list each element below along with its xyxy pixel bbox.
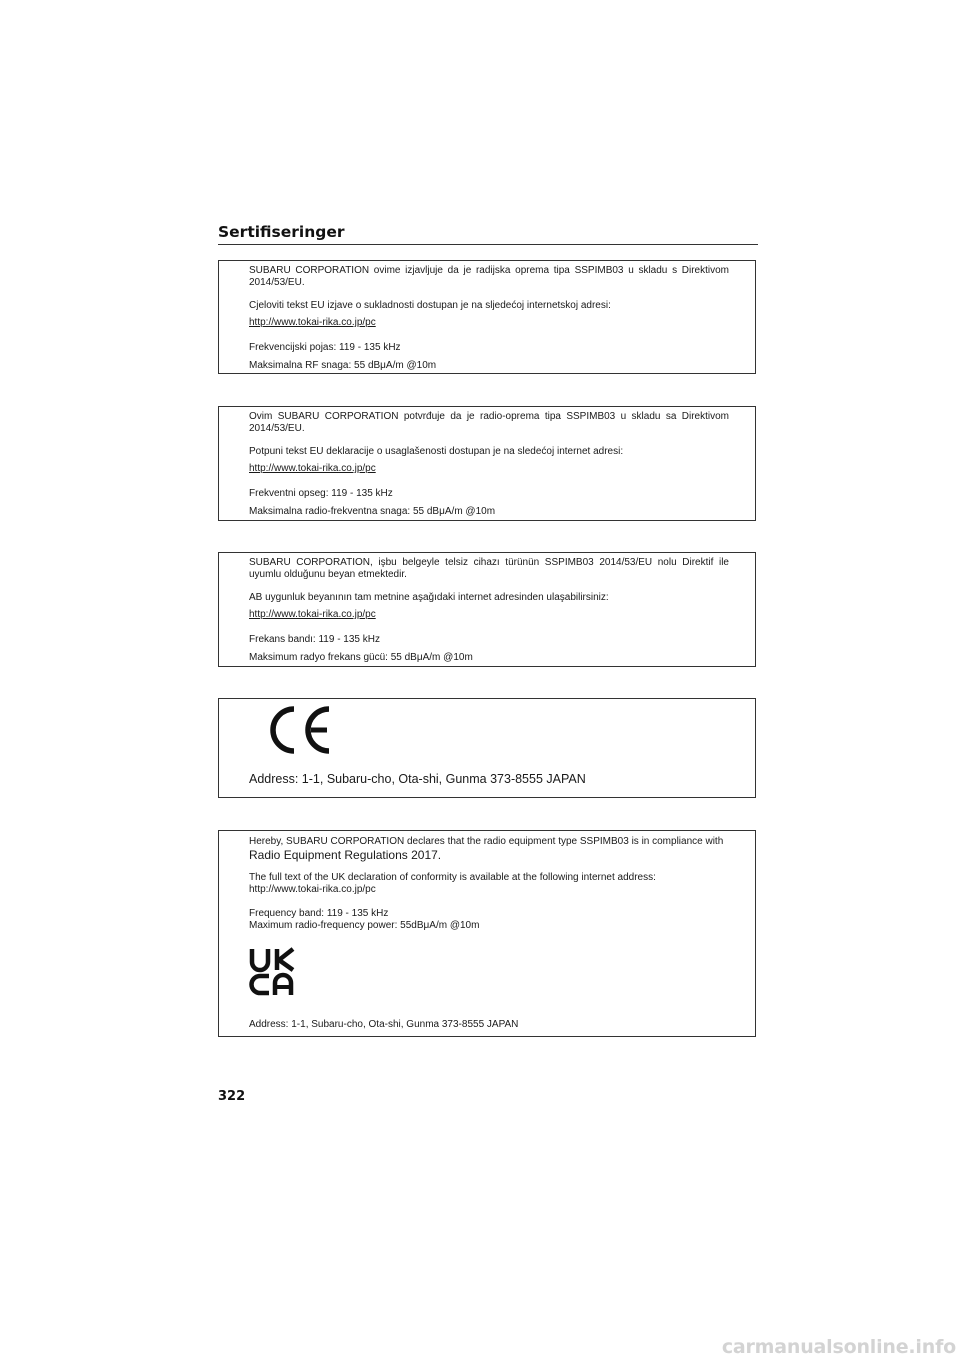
frequency-band: Frequency band: 119 - 135 kHz <box>249 908 389 919</box>
declaration-statement: SUBARU CORPORATION ovime izjavljuje da je radijska oprema tipa SSPIMB03 u skladu s Direktivom 2014/53/EU. <box>249 265 729 288</box>
manufacturer-address: Address: 1-1, Subaru-cho, Ota-shi, Gunma 373-8555 JAPAN <box>249 772 586 786</box>
declaration-statement-line2: Radio Equipment Regulations 2017. <box>249 848 442 862</box>
declaration-link[interactable]: http://www.tokai-rika.co.jp/pc <box>249 609 376 620</box>
declaration-box-croatian <box>218 260 756 374</box>
declaration-link[interactable]: http://www.tokai-rika.co.jp/pc <box>249 463 376 474</box>
declaration-statement: SUBARU CORPORATION, işbu belgeyle telsiz cihazı türünün SSPIMB03 2014/53/EU nolu Direktif ile uyumlu olduğunu beyan etmektedir. <box>249 557 729 580</box>
max-power: Maksimum radyo frekans gücü: 55 dBμA/m @10m <box>249 652 473 663</box>
max-power: Maximum radio-frequency power: 55dBμA/m @10m <box>249 920 480 931</box>
section-title: Sertifiseringer <box>218 223 345 241</box>
frequency-band: Frekventni opseg: 119 - 135 kHz <box>249 488 393 499</box>
frequency-band: Frekvencijski pojas: 119 - 135 kHz <box>249 342 401 353</box>
declaration-box-turkish <box>218 552 756 667</box>
declaration-url: http://www.tokai-rika.co.jp/pc <box>249 884 376 895</box>
declaration-box-uk <box>218 830 756 1037</box>
max-power: Maksimalna RF snaga: 55 dBμA/m @10m <box>249 360 437 371</box>
declaration-statement-line1: Hereby, SUBARU CORPORATION declares that the radio equipment type SSPIMB03 is in compliance with <box>249 836 724 847</box>
declaration-fulltext: AB uygunluk beyanının tam metnine aşağıdaki internet adresinden ulaşabilirsiniz: <box>249 592 609 603</box>
section-divider <box>218 244 758 245</box>
declaration-box-serbian <box>218 406 756 521</box>
frequency-band: Frekans bandı: 119 - 135 kHz <box>249 634 380 645</box>
page-number: 322 <box>218 1089 246 1104</box>
declaration-statement: Ovim SUBARU CORPORATION potvrđuje da je radio-oprema tipa SSPIMB03 u skladu sa Direktivom 2014/53/EU. <box>249 411 729 434</box>
max-power: Maksimalna radio-frekventna snaga: 55 dBμA/m @10m <box>249 506 496 517</box>
declaration-fulltext: Cjeloviti tekst EU izjave o sukladnosti dostupan je na sljedećoj internetskoj adresi: <box>249 300 611 311</box>
ce-mark-box <box>218 698 756 798</box>
ce-mark-icon <box>267 705 333 755</box>
footer-watermark: carmanualsonline.info <box>721 1336 956 1358</box>
declaration-fulltext: The full text of the UK declaration of conformity is available at the following internet address: <box>249 872 656 883</box>
manufacturer-address: Address: 1-1, Subaru-cho, Ota-shi, Gunma 373-8555 JAPAN <box>249 1019 519 1030</box>
declaration-link[interactable]: http://www.tokai-rika.co.jp/pc <box>249 317 376 328</box>
ukca-mark-icon <box>249 947 297 997</box>
declaration-fulltext: Potpuni tekst EU deklaracije o usaglašenosti dostupan je na sledećoj internet adresi: <box>249 446 624 457</box>
